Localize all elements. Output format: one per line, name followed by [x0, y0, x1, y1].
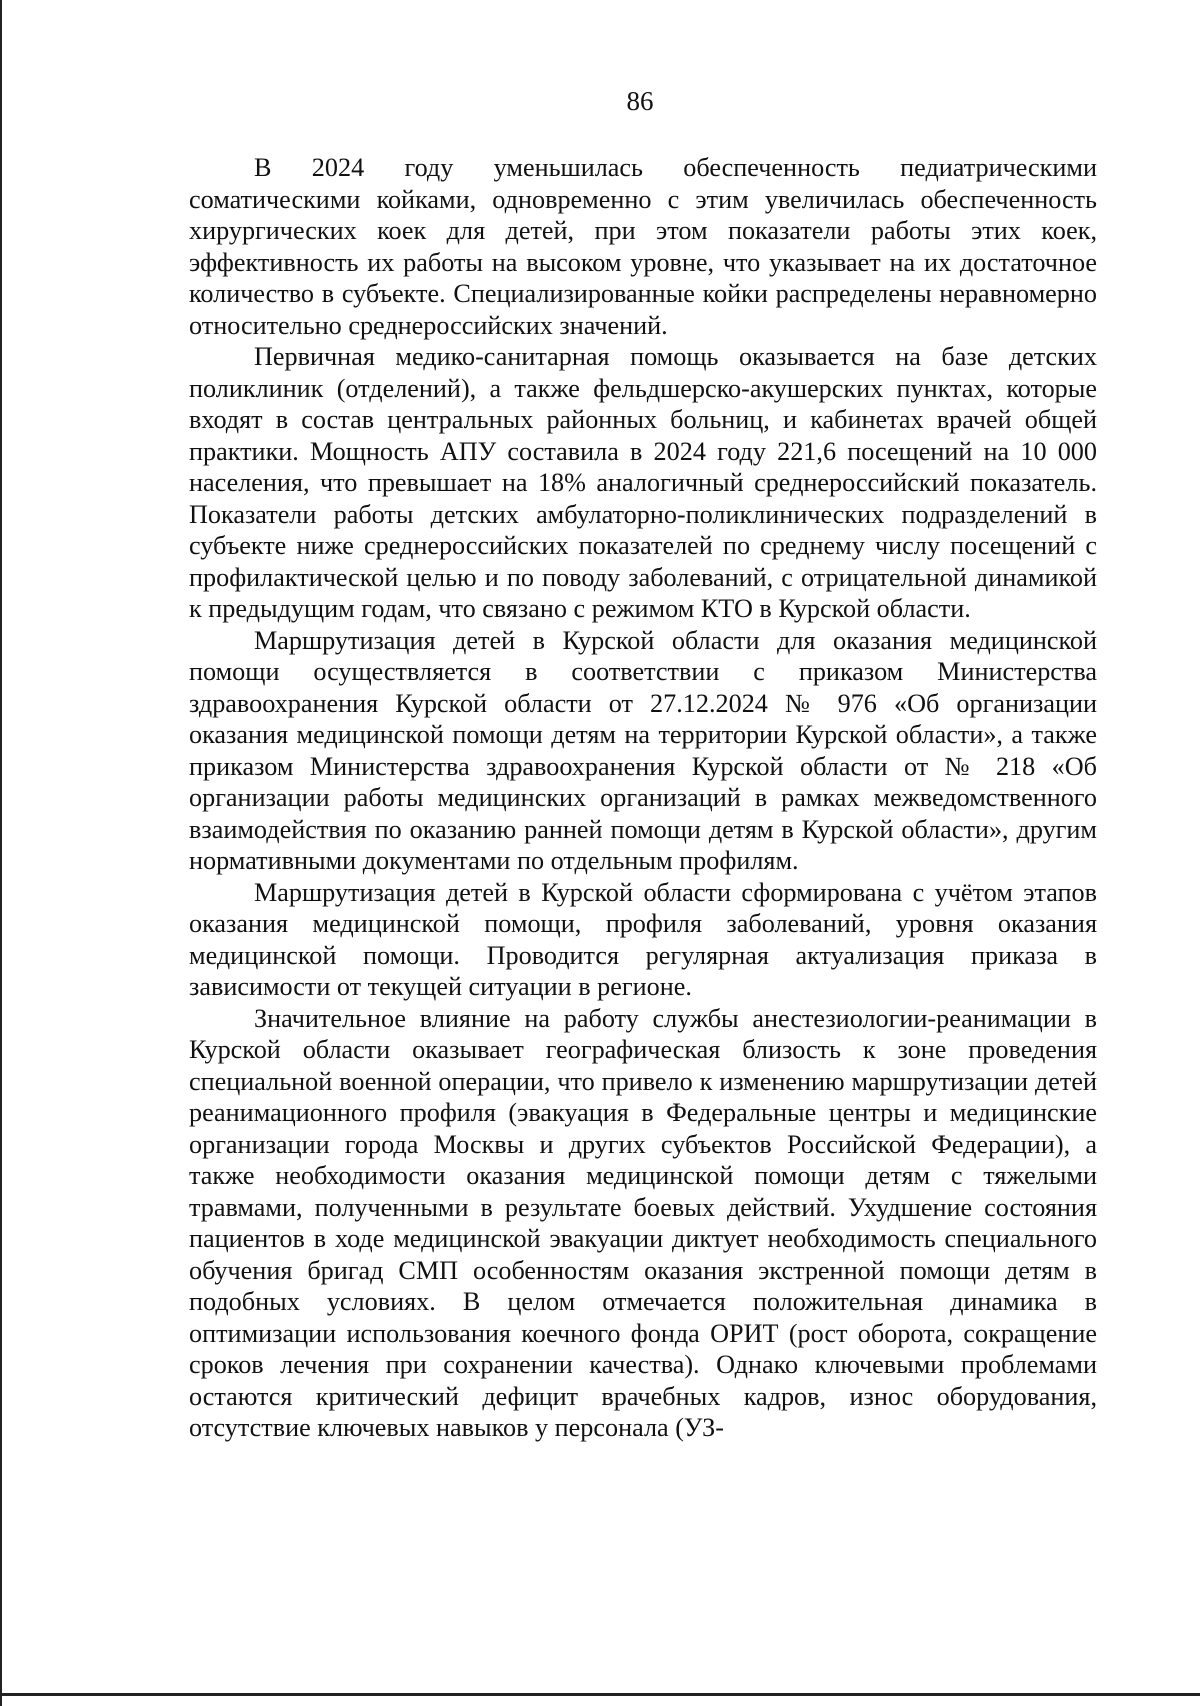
scan-edge-left — [0, 0, 2, 1706]
body-text — [189, 152, 1097, 1444]
paragraph: Маршрутизация детей в Курской области для оказания медицинской помощи осуществляется в соответствии с приказом Министерства здравоохранения Курской области от 27.12.2024 № 976 «Об организации оказания медицинской помощи детям на территории Курской области», а также приказом Министерства здравоохранения Курской области от № 218 «Об организации работы медицинских организаций в рамках межведомственного взаимодействия по оказанию ранней помощи детям в Курской области», другим нормативными документами по отдельным профилям. — [189, 625, 1097, 875]
scan-edge-bottom — [0, 1693, 1200, 1696]
paragraph: В 2024 году уменьшилась обеспеченность педиатрическими соматическими койками, одновременно с этим увеличилась обеспеченность хирургических коек для детей, при этом показатели работы этих коек, эффективность их работы на высоком уровне, что указывает на их достаточное количество в субъекте. Специализированные койки распределены неравномерно относительно среднероссийских значений. — [189, 153, 1097, 340]
page-number: 86 — [626, 86, 654, 116]
paragraph: Значительное влияние на работу службы анестезиологии-реанимации в Курской области оказывает географическая близость к зоне проведения специальной военной операции, что привело к изменению маршрутизации детей реанимационного профиля (эвакуация в Федеральные центры и медицинские организации города Москвы и других субъектов Российской Федерации), а также необходимости оказания медицинской помощи детям с тяжелыми травмами, полученными в результате боевых действий. Ухудшение состояния пациентов в ходе медицинской эвакуации диктует необходимость специального обучения бригад СМП особенностям оказания экстренной помощи детям в подобных условиях. В целом отмечается положительная динамика в оптимизации использования коечного фонда ОРИТ (рост оборота, сокращение сроков лечения при сохранении качества). Однако ключевыми проблемами остаются критический дефицит врачебных кадров, износ оборудования, отсутствие ключевых навыков у персонала (УЗ- — [189, 1003, 1097, 1442]
paragraph: Маршрутизация детей в Курской области сформирована с учётом этапов оказания медицинской помощи, профиля заболеваний, уровня оказания медицинской помощи. Проводится регулярная актуализация приказа в зависимости от текущей ситуации в регионе. — [189, 877, 1097, 1001]
paragraph: Первичная медико-санитарная помощь оказывается на базе детских поликлиник (отделений), а также фельдшерско-акушерских пунктах, которые входят в состав центральных районных больниц, и кабинетах врачей общей практики. Мощность АПУ составила в 2024 году 221,6 посещений на 10 000 населения, что превышает на 18% аналогичный среднероссийский показатель. Показатели работы детских амбулаторно-поликлинических подразделений в субъекте ниже среднероссийских показателей по среднему числу посещений с профилактической целью и по поводу заболеваний, с отрицательной динамикой к предыдущим годам, что связано с режимом КТО в Курской области. — [189, 342, 1097, 623]
